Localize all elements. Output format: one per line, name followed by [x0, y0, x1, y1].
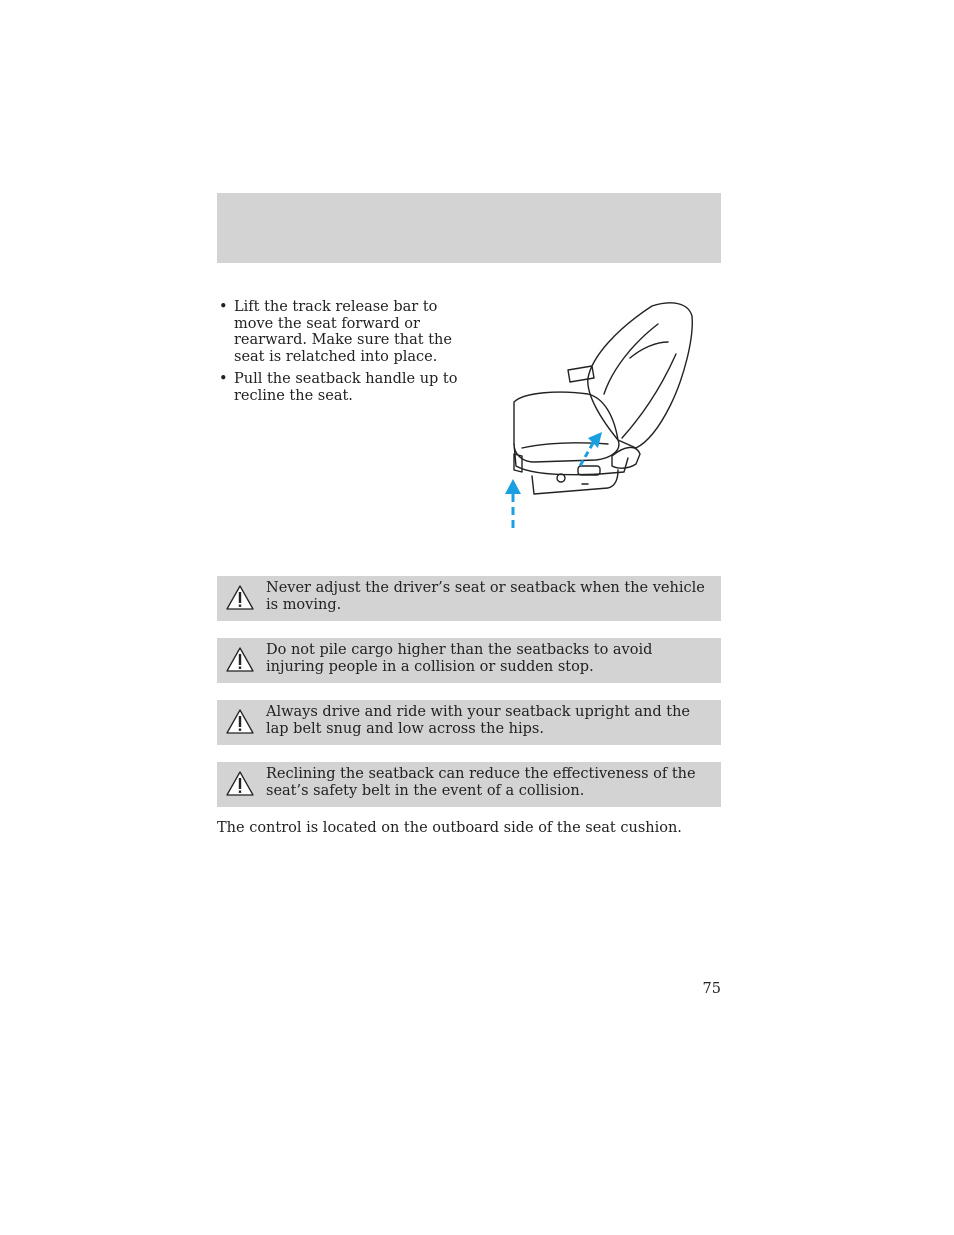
warning-triangle-icon — [225, 584, 255, 611]
seat-illustration — [500, 298, 700, 533]
warning-triangle-icon — [225, 708, 255, 735]
warning-text: Reclining the seatback can reduce the effectiveness of the seat’s safety belt in the event of a collision. — [266, 766, 696, 799]
warning-triangle-icon — [225, 770, 255, 797]
warning-box — [217, 762, 721, 807]
instruction-text: Lift the track release bar to move the seat forward or rearward. Make sure that the seat is relatched into place. — [234, 299, 452, 365]
instruction-text: Pull the seatback handle up to recline the seat. — [234, 371, 458, 404]
bullet-dot: • — [219, 371, 228, 387]
warning-box — [217, 638, 721, 683]
list-item — [217, 299, 477, 365]
warning-triangle-icon — [225, 646, 255, 673]
control-location-note: The control is located on the outboard side of the seat cushion. — [217, 820, 682, 836]
page-number: 75 — [702, 981, 721, 997]
warning-text: Never adjust the driver’s seat or seatback when the vehicle is moving. — [266, 580, 705, 613]
warning-box — [217, 576, 721, 621]
warning-box — [217, 700, 721, 745]
instruction-list — [217, 299, 477, 410]
header-band — [217, 193, 721, 263]
warning-text: Always drive and ride with your seatback upright and the lap belt snug and low across the hips. — [266, 704, 690, 737]
warning-text: Do not pile cargo higher than the seatbacks to avoid injuring people in a collision or sudden stop. — [266, 642, 653, 675]
list-item — [217, 371, 477, 404]
bullet-dot: • — [219, 299, 228, 315]
